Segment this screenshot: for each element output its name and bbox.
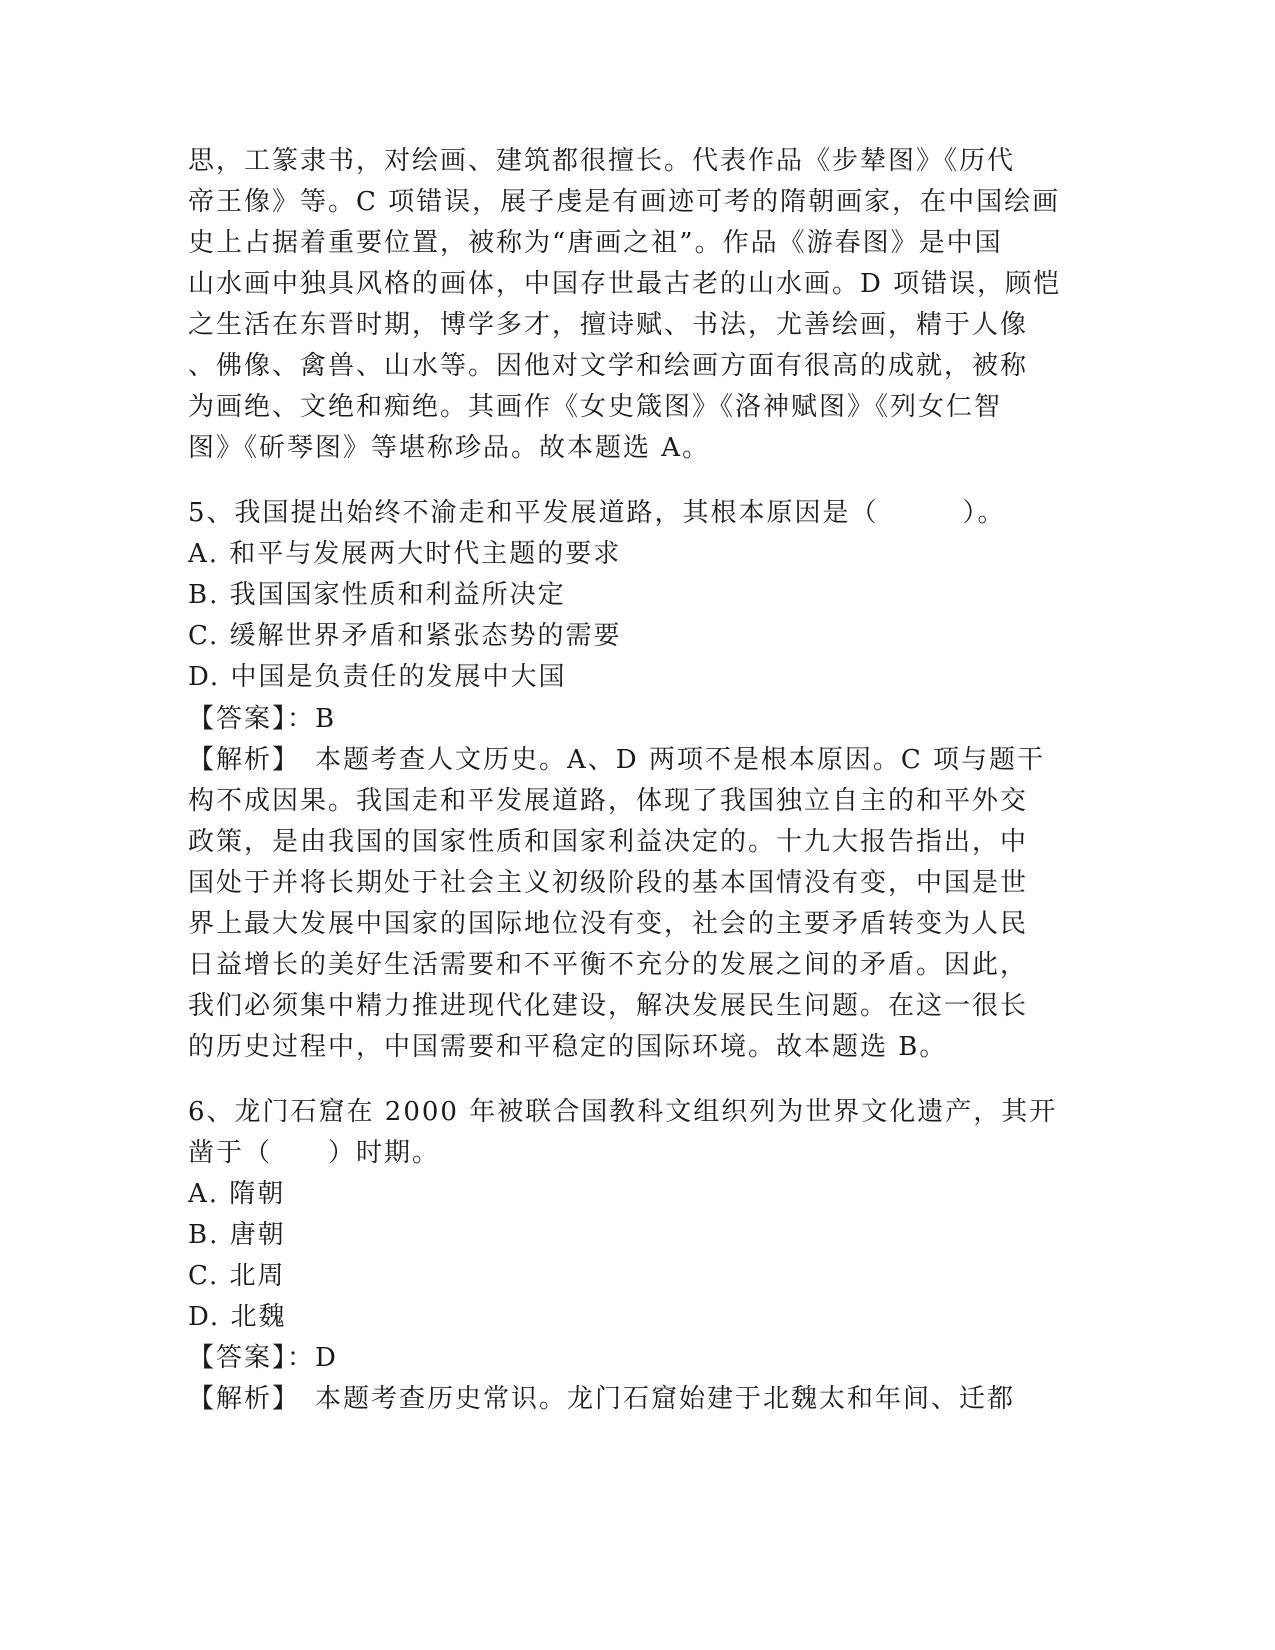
paragraph-line: 为画绝、文绝和痴绝。其画作《女史箴图》《洛神赋图》《列女仁智 <box>188 392 1003 422</box>
question-5-analysis-line: 政策，是由我国的国家性质和国家利益决定的。十九大报告指出，中 <box>188 827 1029 857</box>
paragraph-line: 思，工篆隶书，对绘画、建筑都很擅长。代表作品《步辇图》《历代 <box>188 146 1016 176</box>
question-6-stem-line: 6、龙门石窟在 2000 年被联合国教科文组织列为世界文化遗产，其开 <box>188 1097 1058 1127</box>
paragraph-line: 之生活在东晋时期，博学多才，擅诗赋、书法，尤善绘画，精于人像 <box>188 310 1029 340</box>
question-6-analysis-line: 【解析】 本题考查历史常识。龙门石窟始建于北魏太和年间、迁都 <box>188 1384 1016 1414</box>
question-5-stem: 5、我国提出始终不渝走和平发展道路，其根本原因是（ ）。 <box>188 498 1006 528</box>
question-5-analysis-line: 国处于并将长期处于社会主义初级阶段的基本国情没有变，中国是世 <box>188 868 1029 898</box>
question-5-analysis-line: 日益增长的美好生活需要和不平衡不充分的发展之间的矛盾。因此， <box>188 950 1029 980</box>
question-6-option-b: B. 唐朝 <box>188 1220 286 1250</box>
question-6-stem-line: 凿于（ ）时期。 <box>188 1138 441 1168</box>
question-5-option-c: C. 缓解世界矛盾和紧张态势的需要 <box>188 621 622 651</box>
question-6-answer: 【答案】：D <box>188 1343 338 1373</box>
paragraph-line: 图》《斫琴图》等堪称珍品。故本题选 A。 <box>188 433 711 463</box>
question-6-option-c: C. 北周 <box>188 1261 286 1291</box>
question-5-analysis-line: 的历史过程中，中国需要和平稳定的国际环境。故本题选 B。 <box>188 1032 948 1062</box>
paragraph-line: 帝王像》等。C 项错误，展子虔是有画迹可考的隋朝画家，在中国绘画 <box>188 187 1061 217</box>
question-5-option-d: D. 中国是负责任的发展中大国 <box>188 662 567 692</box>
question-5-option-b: B. 我国国家性质和利益所决定 <box>188 580 566 610</box>
paragraph-line: 山水画中独具风格的画体，中国存世最古老的山水画。D 项错误，顾恺 <box>188 269 1062 299</box>
question-5-analysis-line: 【解析】 本题考查人文历史。A、D 两项不是根本原因。C 项与题干 <box>188 745 1046 775</box>
question-5-answer: 【答案】：B <box>188 704 337 734</box>
paragraph-line: 史上占据着重要位置，被称为“唐画之祖”。作品《游春图》是中国 <box>188 228 1003 258</box>
question-6-option-a: A. 隋朝 <box>188 1179 286 1209</box>
question-5-analysis-line: 我们必须集中精力推进现代化建设，解决发展民生问题。在这一很长 <box>188 991 1029 1021</box>
question-5-analysis-line: 构不成因果。我国走和平发展道路，体现了我国独立自主的和平外交 <box>188 786 1029 816</box>
question-6-option-d: D. 北魏 <box>188 1302 287 1332</box>
question-5-analysis-line: 界上最大发展中国家的国际地位没有变，社会的主要矛盾转变为人民 <box>188 909 1029 939</box>
paragraph-line: 、佛像、禽兽、山水等。因他对文学和绘画方面有很高的成就，被称 <box>188 351 1029 381</box>
question-5-option-a: A. 和平与发展两大时代主题的要求 <box>188 539 622 569</box>
